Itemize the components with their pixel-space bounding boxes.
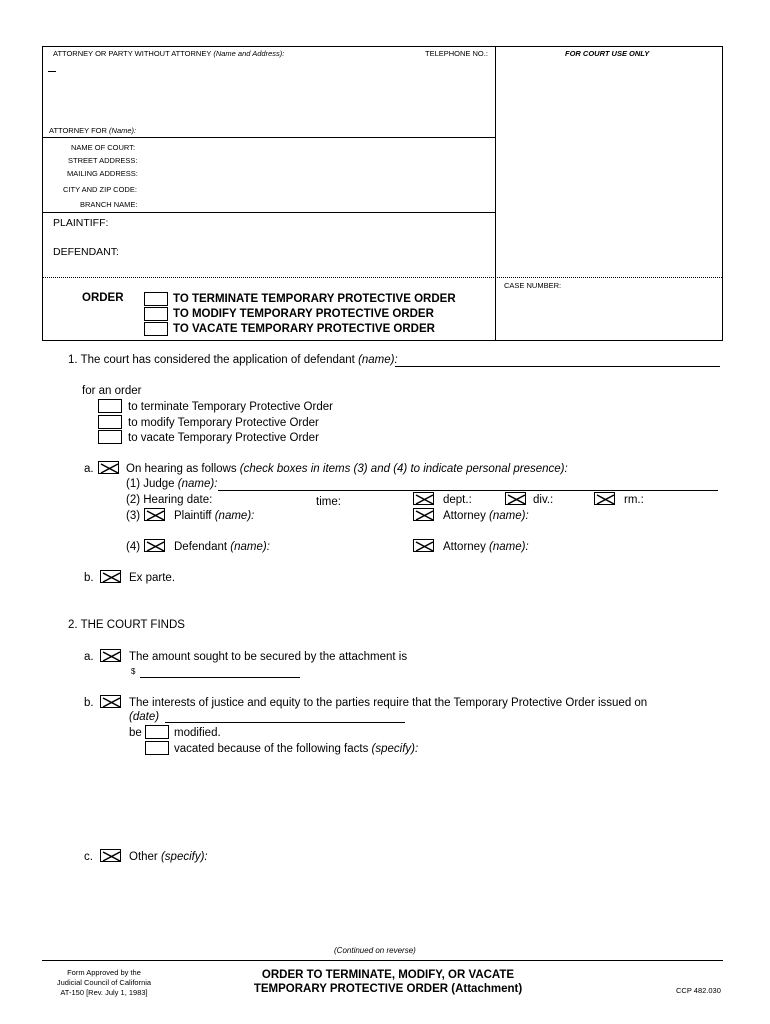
other-checkbox[interactable] xyxy=(100,849,121,862)
judge-label xyxy=(126,478,217,490)
terminate-title: TO TERMINATE TEMPORARY PROTECTIVE ORDER xyxy=(173,293,456,305)
plaintiff-present-text: Plaintiff xyxy=(174,510,212,522)
ex-parte-label: Ex parte. xyxy=(129,572,176,584)
dept-label: dept.: xyxy=(443,494,472,506)
amount-text: The amount sought to be secured by the attachment is xyxy=(129,651,408,663)
order-vacate-checkbox[interactable] xyxy=(98,430,122,444)
defendant-attorney-label xyxy=(443,541,529,553)
hearing-text: On hearing as follows xyxy=(126,463,237,475)
interests-date: (date) xyxy=(129,711,160,723)
vacated-paren: (specify): xyxy=(371,743,419,755)
plaintiff-attorney-paren: (name): xyxy=(489,510,529,522)
mailing-address-label: MAILING ADDRESS: xyxy=(67,169,138,178)
vacated-text: vacated because of the following facts xyxy=(174,743,369,755)
amount-line[interactable] xyxy=(140,677,300,678)
attorney-for-label xyxy=(49,126,136,135)
plaintiff-attorney-checkbox[interactable] xyxy=(413,508,434,521)
form-approved xyxy=(44,968,164,998)
defendant-name-line[interactable] xyxy=(395,366,720,367)
item2a-letter: a. xyxy=(84,651,94,663)
telephone-label: TELEPHONE NO.: xyxy=(425,49,488,58)
for-an-order: for an order xyxy=(82,385,142,397)
vacate-title: TO VACATE TEMPORARY PROTECTIVE ORDER xyxy=(173,323,435,335)
rm-checkbox[interactable] xyxy=(594,492,615,505)
x-mark-icon xyxy=(414,509,435,522)
x-mark-icon xyxy=(414,540,435,553)
plaintiff-attorney-label xyxy=(443,510,529,522)
item2c-letter: c. xyxy=(84,851,93,863)
x-mark-icon xyxy=(99,462,120,475)
footer-title-line-2: TEMPORARY PROTECTIVE ORDER (Attachment) xyxy=(253,983,523,995)
item1a4-num: (4) xyxy=(126,541,141,553)
order-terminate-checkbox[interactable] xyxy=(98,399,122,413)
time-label: time: xyxy=(316,496,341,508)
x-mark-icon xyxy=(414,493,435,506)
hearing-checkbox[interactable] xyxy=(98,461,119,474)
interests-checkbox[interactable] xyxy=(100,695,121,708)
x-mark-icon xyxy=(506,493,527,506)
item1a3-num: (3) xyxy=(126,510,141,522)
judge-name-line[interactable] xyxy=(218,490,718,491)
interests-text: The interests of justice and equity to the parties require that the Temporary Protective Order issued on xyxy=(129,697,648,709)
continued-note: (Continued on reverse) xyxy=(334,946,416,955)
modified-label: modified. xyxy=(174,727,221,739)
plaintiff-present-label xyxy=(174,510,254,522)
item1b-letter: b. xyxy=(84,572,94,584)
item1a-text xyxy=(126,463,568,475)
defendant-attorney-checkbox[interactable] xyxy=(413,539,434,552)
x-mark-icon xyxy=(145,540,166,553)
x-mark-icon xyxy=(101,650,122,663)
vacated-checkbox[interactable] xyxy=(145,741,169,755)
court-use-label: FOR COURT USE ONLY xyxy=(565,49,650,58)
city-zip-label: CITY AND ZIP CODE: xyxy=(63,185,137,194)
order-vacate-label: to vacate Temporary Protective Order xyxy=(128,432,319,444)
item1-intro-name: (name): xyxy=(358,354,398,366)
terminate-checkbox[interactable] xyxy=(144,292,168,306)
x-mark-icon xyxy=(101,696,122,709)
amount-checkbox[interactable] xyxy=(100,649,121,662)
attorney-label-paren: (Name and Address): xyxy=(213,49,285,58)
item1a-letter: a. xyxy=(84,463,94,475)
defendant-present-text: Defendant xyxy=(174,541,228,553)
street-address-label: STREET ADDRESS: xyxy=(68,156,138,165)
defendant-attorney-text: Attorney xyxy=(443,541,486,553)
item2-heading: 2. THE COURT FINDS xyxy=(68,619,185,631)
item2b-letter: b. xyxy=(84,697,94,709)
item1-intro xyxy=(68,354,398,366)
other-label xyxy=(129,851,208,863)
plaintiff-label: PLAINTIFF: xyxy=(53,217,109,229)
attorney-for-paren: (Name): xyxy=(109,126,137,135)
x-mark-icon xyxy=(145,509,166,522)
footer-title-line-1: ORDER TO TERMINATE, MODIFY, OR VACATE xyxy=(261,969,515,981)
case-number-label: CASE NUMBER: xyxy=(504,281,562,290)
other-paren: (specify): xyxy=(160,851,208,863)
plaintiff-present-checkbox[interactable] xyxy=(144,508,165,521)
other-text: Other xyxy=(129,851,158,863)
hearing-date-label: (2) Hearing date: xyxy=(126,494,213,506)
defendant-attorney-paren: (name): xyxy=(489,541,529,553)
modify-title: TO MODIFY TEMPORARY PROTECTIVE ORDER xyxy=(173,308,434,320)
date-line[interactable] xyxy=(165,722,405,723)
modify-checkbox[interactable] xyxy=(144,307,168,321)
court-name-label: NAME OF COURT: xyxy=(71,143,136,152)
judge-name-paren: (name): xyxy=(177,478,218,490)
order-title: ORDER xyxy=(82,292,124,304)
approved-line-1: Form Approved by the xyxy=(67,968,141,977)
defendant-label: DEFENDANT: xyxy=(53,246,119,258)
order-terminate-label: to terminate Temporary Protective Order xyxy=(128,401,333,413)
defendant-present-label xyxy=(174,541,270,553)
approved-line-2: Judicial Council of California xyxy=(56,978,152,987)
defendant-present-paren: (name): xyxy=(230,541,270,553)
footer-rule xyxy=(42,960,723,961)
div-label: div.: xyxy=(533,494,554,506)
hearing-paren: (check boxes in items (3) and (4) to indicate personal presence): xyxy=(239,463,568,475)
footer-title xyxy=(238,968,538,996)
vacate-checkbox[interactable] xyxy=(144,322,168,336)
div-checkbox[interactable] xyxy=(505,492,526,505)
attorney-label-text: ATTORNEY OR PARTY WITHOUT ATTORNEY xyxy=(53,49,212,58)
judge-text: (1) Judge xyxy=(126,478,175,490)
plaintiff-present-paren: (name): xyxy=(214,510,255,522)
branch-name-label: BRANCH NAME: xyxy=(80,200,138,209)
x-mark-icon xyxy=(595,493,616,506)
attorney-for-text: ATTORNEY FOR xyxy=(49,126,107,135)
ex-parte-checkbox[interactable] xyxy=(100,570,121,583)
attorney-label xyxy=(53,49,284,58)
order-modify-label: to modify Temporary Protective Order xyxy=(128,417,319,429)
rm-label: rm.: xyxy=(624,494,644,506)
x-mark-icon xyxy=(101,571,122,584)
dollar-sign: $ xyxy=(131,667,136,676)
defendant-present-checkbox[interactable] xyxy=(144,539,165,552)
order-modify-checkbox[interactable] xyxy=(98,415,122,429)
be-label: be xyxy=(129,727,142,739)
modified-checkbox[interactable] xyxy=(145,725,169,739)
dept-checkbox[interactable] xyxy=(413,492,434,505)
plaintiff-attorney-text: Attorney xyxy=(443,510,486,522)
code-reference: CCP 482.030 xyxy=(676,986,721,995)
approved-line-3: AT-150 [Rev. July 1, 1983] xyxy=(60,988,148,997)
item1-intro-text: 1. The court has considered the application of defendant xyxy=(68,354,355,366)
vacated-label xyxy=(174,743,418,755)
x-mark-icon xyxy=(101,850,122,863)
